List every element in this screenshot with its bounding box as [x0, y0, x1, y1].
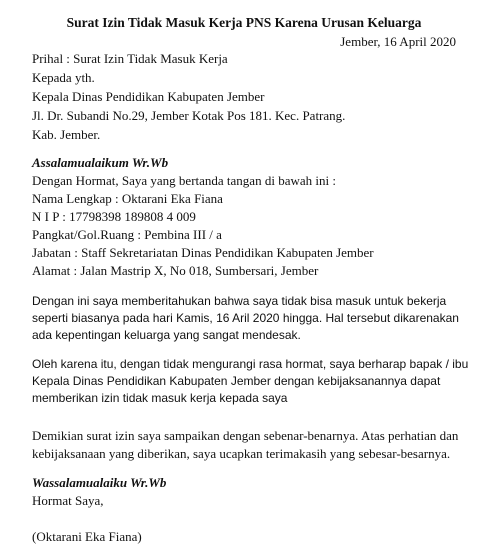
recipient-city: Kab. Jember.	[32, 127, 101, 142]
identity-intro: Dengan Hormat, Saya yang bertanda tangan di bawah ini :	[32, 173, 336, 188]
identity-alamat: Alamat : Jalan Mastrip X, No 018, Sumbersari, Jember	[32, 263, 319, 278]
paragraph2-line3: memberikan izin tidak masuk kerja kepada saya	[32, 391, 288, 405]
kepada-line: Kepada yth.	[32, 70, 95, 85]
identity-nama: Nama Lengkap : Oktarani Eka Fiana	[32, 191, 223, 206]
paragraph3-line2: kebijaksanaan yang diberikan, saya ucapkan terimakasih yang sebesar-besarnya.	[32, 446, 451, 461]
perihal-line: Prihal : Surat Izin Tidak Masuk Kerja	[32, 51, 228, 66]
paragraph1-line3: ada kepentingan keluarga yang sangat mendesak.	[32, 328, 301, 342]
identity-jabatan: Jabatan : Staff Sekretariatan Dinas Pendidikan Kabupaten Jember	[32, 245, 374, 260]
closing-hormat: Hormat Saya,	[32, 493, 104, 508]
paragraph2-line1: Oleh karena itu, dengan tidak mengurangi rasa hormat, saya berharap bapak / ibu	[32, 357, 469, 371]
paragraph3-line1: Demikian surat izin saya sampaikan dengan sebenar-benarnya. Atas perhatian dan	[32, 428, 459, 443]
paragraph1-line1: Dengan ini saya memberitahukan bahwa saya tidak bisa masuk untuk bekerja	[32, 294, 447, 308]
closing-salam: Wassalamualaiku Wr.Wb	[32, 475, 167, 490]
recipient-name: Kepala Dinas Pendidikan Kabupaten Jember	[32, 89, 265, 104]
identity-pangkat: Pangkat/Gol.Ruang : Pembina III / a	[32, 227, 222, 242]
letter-title: Surat Izin Tidak Masuk Kerja PNS Karena Urusan Keluarga	[66, 15, 422, 30]
paragraph2-line2: Kepala Dinas Pendidikan Kabupaten Jember dengan kebijaksanannya dapat	[32, 374, 441, 388]
recipient-address: Jl. Dr. Subandi No.29, Jember Kotak Pos 181. Kec. Patrang.	[32, 108, 346, 123]
paragraph1-line2: seperti biasanya pada hari Kamis, 16 Aril 2020 hingga. Hal tersebut dikarenakan	[32, 311, 459, 325]
signature-name: (Oktarani Eka Fiana)	[32, 529, 142, 544]
identity-nip: N I P : 17798398 189808 4 009	[32, 209, 196, 224]
greeting: Assalamualaikum Wr.Wb	[32, 155, 169, 170]
letter-date: Jember, 16 April 2020	[340, 34, 456, 49]
